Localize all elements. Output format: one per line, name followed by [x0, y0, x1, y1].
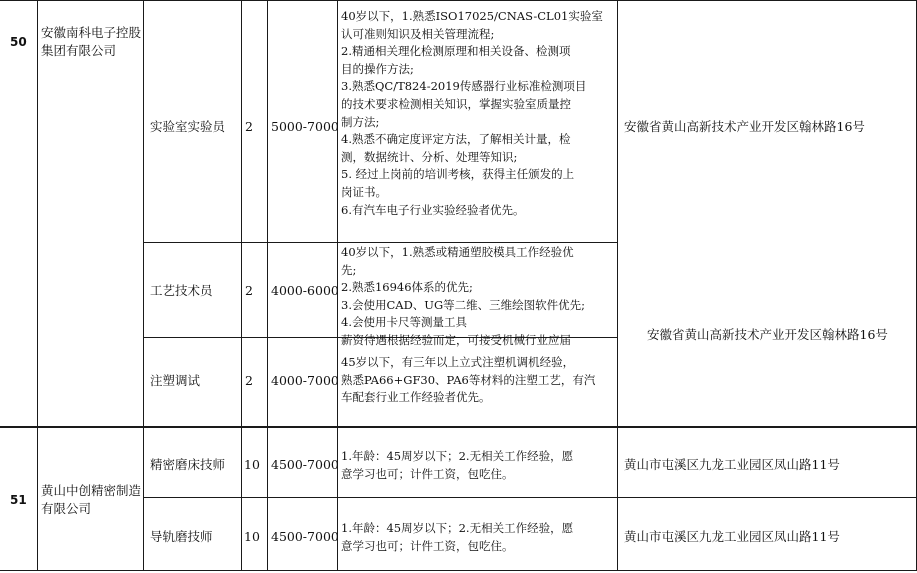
requirement-line: 先;	[341, 262, 357, 277]
headcount: 2	[245, 283, 253, 298]
requirement-line: 3.熟悉QC/T824-2019传感器行业标准检测项目	[341, 79, 587, 94]
table-border-top	[0, 0, 917, 1]
requirement-line: 45岁以下，有三年以上立式注塑机调机经验，	[341, 355, 575, 369]
salary: 4500-7000	[271, 529, 339, 544]
requirement-line: 40岁以下，1.熟悉或精通塑胶模具工作经验优	[341, 245, 574, 259]
requirements	[341, 520, 615, 560]
work-address: 安徽省黄山高新技术产业开发区翰林路16号	[624, 119, 865, 134]
requirement-line: 2.熟悉16946体系的优先;	[341, 280, 473, 295]
requirement-line: 车配套行业工作经验者优先。	[341, 390, 491, 405]
requirements	[341, 354, 615, 414]
requirement-line: 1.年龄：45周岁以下；2.无相关工作经验，愿	[341, 521, 574, 535]
job-title: 实验室实验员	[150, 119, 226, 134]
requirement-line: 目的操作方法;	[341, 61, 414, 76]
requirement-line: 意学习也可；计件工资，包吃住。	[341, 466, 514, 481]
work-address: 黄山市屯溪区九龙工业园区凤山路11号	[624, 457, 840, 472]
requirement-line: 认可准则知识及相关管理流程;	[341, 26, 495, 41]
headcount: 2	[245, 373, 253, 388]
requirement-line: 1.年龄：45周岁以下；2.无相关工作经验，愿	[341, 449, 574, 463]
requirement-line: 的技术要求检测相关知识，掌握实验室质量控	[341, 96, 571, 111]
company-name-line: 有限公司	[41, 501, 92, 516]
salary: 4500-7000	[271, 457, 339, 472]
salary: 4000-6000	[271, 283, 339, 298]
requirement-line: 3.会使用CAD、UG等二维、三维绘图软件优先;	[341, 297, 586, 312]
company-name-line: 安徽南科电子控股	[41, 25, 142, 40]
col-divider	[37, 0, 38, 570]
requirement-line: 岗证书。	[341, 184, 387, 199]
table-border-bottom	[0, 570, 917, 571]
job-title: 注塑调试	[150, 373, 201, 388]
company-name-line: 集团有限公司	[41, 43, 117, 58]
col-divider	[617, 0, 618, 570]
headcount: 10	[244, 529, 260, 544]
requirement-line: 4.熟悉不确定度评定方法，了解相关计量，检	[341, 132, 571, 147]
headcount: 10	[244, 457, 260, 472]
row-number: 50	[10, 35, 27, 49]
requirements	[341, 448, 615, 488]
company-divider	[0, 426, 917, 428]
requirement-line: 6.有汽车电子行业实验经验者优先。	[341, 202, 525, 217]
requirements	[341, 8, 615, 240]
requirement-line: 2.精通相关理化检测原理和相关设备、检测项	[341, 44, 571, 59]
requirement-line: 测，数据统计、分析、处理等知识;	[341, 149, 518, 164]
col-divider	[143, 0, 144, 570]
headcount: 2	[245, 119, 253, 134]
salary: 4000-7000	[271, 373, 339, 388]
company-name-line: 黄山中创精密制造	[41, 483, 142, 498]
job-title: 精密磨床技师	[150, 457, 226, 472]
requirement-line: 熟悉PA66+GF30、PA6等材料的注塑工艺，有汽	[341, 372, 596, 387]
row-divider	[143, 242, 617, 243]
job-title: 导轨磨技师	[150, 529, 213, 544]
requirement-line: 4.会使用卡尺等测量工具	[341, 315, 467, 330]
row-divider	[143, 497, 917, 498]
job-title: 工艺技术员	[150, 283, 213, 298]
salary: 5000-7000	[271, 119, 339, 134]
row-number: 51	[10, 493, 27, 507]
work-address: 安徽省黄山高新技术产业开发区翰林路16号	[647, 327, 888, 342]
col-divider	[241, 0, 242, 570]
work-address: 黄山市屯溪区九龙工业园区凤山路11号	[624, 529, 840, 544]
col-divider	[267, 0, 268, 570]
requirement-line: 制方法;	[341, 114, 380, 129]
requirement-line: 薪资待遇根据经验而定，可接受机械行业应届	[341, 332, 571, 347]
requirement-line: 40岁以下，1.熟悉ISO17025/CNAS-CL01实验室	[341, 9, 603, 23]
requirements	[341, 244, 615, 347]
requirement-line: 5. 经过上岗前的培训考核，获得主任颁发的上	[341, 167, 575, 182]
requirement-line: 意学习也可；计件工资，包吃住。	[341, 538, 514, 553]
